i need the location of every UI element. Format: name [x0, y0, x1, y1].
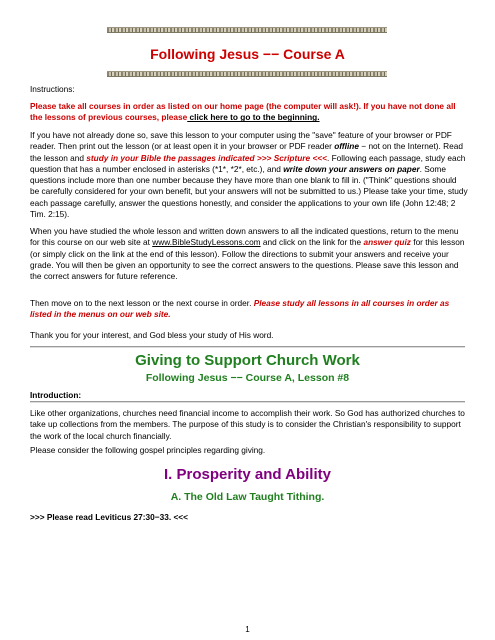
- instructions-label: Instructions:: [30, 84, 75, 94]
- order-notice-text: Please take all courses in order as listed on our home page (the computer will ask!). If you have not done all the lessons of previous courses, please: [30, 101, 456, 123]
- next-lesson-paragraph: [30, 298, 468, 321]
- course-title: Following Jesus −− Course A: [150, 46, 345, 62]
- para1-text-4: . Some questions include more than one number because they have more than one blank to fill in. ("Think" questions should be carefully considered for your own benefit, but your answers will not be submitted to us.) Please take your time, study each passage carefully, answer the questions honestly, and consider the applications to your own life (John 12:48; 2 Tim. 2:15).: [30, 163, 468, 220]
- beginning-link[interactable]: click here to go to the beginning.: [187, 112, 320, 123]
- read-scripture-line: >>> Please read Leviticus 27:30−33. <<<: [30, 512, 188, 522]
- order-notice: [30, 101, 468, 124]
- section-title: I. Prosperity and Ability: [164, 466, 331, 483]
- study-order-emphasis: Please study all lessons in all courses in order as listed in the menus on our web site.: [30, 298, 450, 320]
- study-emphasis: study in your Bible the passages indicated >>> Scripture <<<: [86, 152, 327, 163]
- divider-top: [30, 346, 465, 348]
- para3-text-1: Then move on to the next lesson or the next course in order.: [30, 298, 254, 308]
- consider-paragraph: Please consider the following gospel principles regarding giving.: [30, 445, 266, 455]
- decorative-rule-top: [107, 27, 387, 33]
- para2-text-1: When you have studied the whole lesson and written down answers to all the indicated questions, return to the menu for this course on our web site at: [30, 226, 459, 248]
- introduction-label: Introduction:: [30, 390, 82, 400]
- answer-quiz-emphasis: answer quiz: [363, 237, 411, 248]
- write-emphasis: write down your answers on paper: [283, 163, 420, 174]
- thank-you-paragraph: Thank you for your interest, and God bless your study of His word.: [30, 330, 274, 340]
- para2-text-2: and click on the link for the: [260, 237, 364, 248]
- website-link[interactable]: www.BibleStudyLessons.com: [152, 237, 261, 248]
- page-number: 1: [245, 625, 250, 634]
- lesson-subtitle: Following Jesus −− Course A, Lesson #8: [145, 372, 350, 384]
- instructions-paragraph: [30, 130, 468, 220]
- lesson-title: Giving to Support Church Work: [135, 352, 360, 369]
- para1-text-2: − not on the Internet). Read the lesson and: [30, 141, 463, 163]
- submission-paragraph: [30, 226, 468, 282]
- offline-emphasis: offline: [334, 141, 359, 152]
- para2-text-3: for this lesson (or simply click on the link at the end of this lesson). Follow the directions to submit your answers and receive your grade. You will then be given an opportunity to see the correct answers to the questions. Please save this lesson and the correct answers for future reference.: [30, 237, 465, 282]
- section-subtitle: A. The Old Law Taught Tithing.: [170, 491, 325, 503]
- para1-text-3: . Following each passage, study each question that has a number enclosed in asterisks (*1*, *2*, etc.), and: [30, 152, 466, 174]
- divider-bottom: [30, 401, 465, 403]
- decorative-rule-bottom: [107, 71, 387, 77]
- para1-text-1: If you have not already done so, save this lesson to your computer using the "save" feature of your browser or PDF reader. Then print out the lesson (or at least open it in your browser or PDF reader: [30, 130, 452, 152]
- introduction-paragraph: Like other organizations, churches need financial income to accomplish their work. So God has authorized churches to take up collections from the members. The purpose of this study is to consider the Christian's responsibility to support the work of the local church financially.: [30, 408, 465, 441]
